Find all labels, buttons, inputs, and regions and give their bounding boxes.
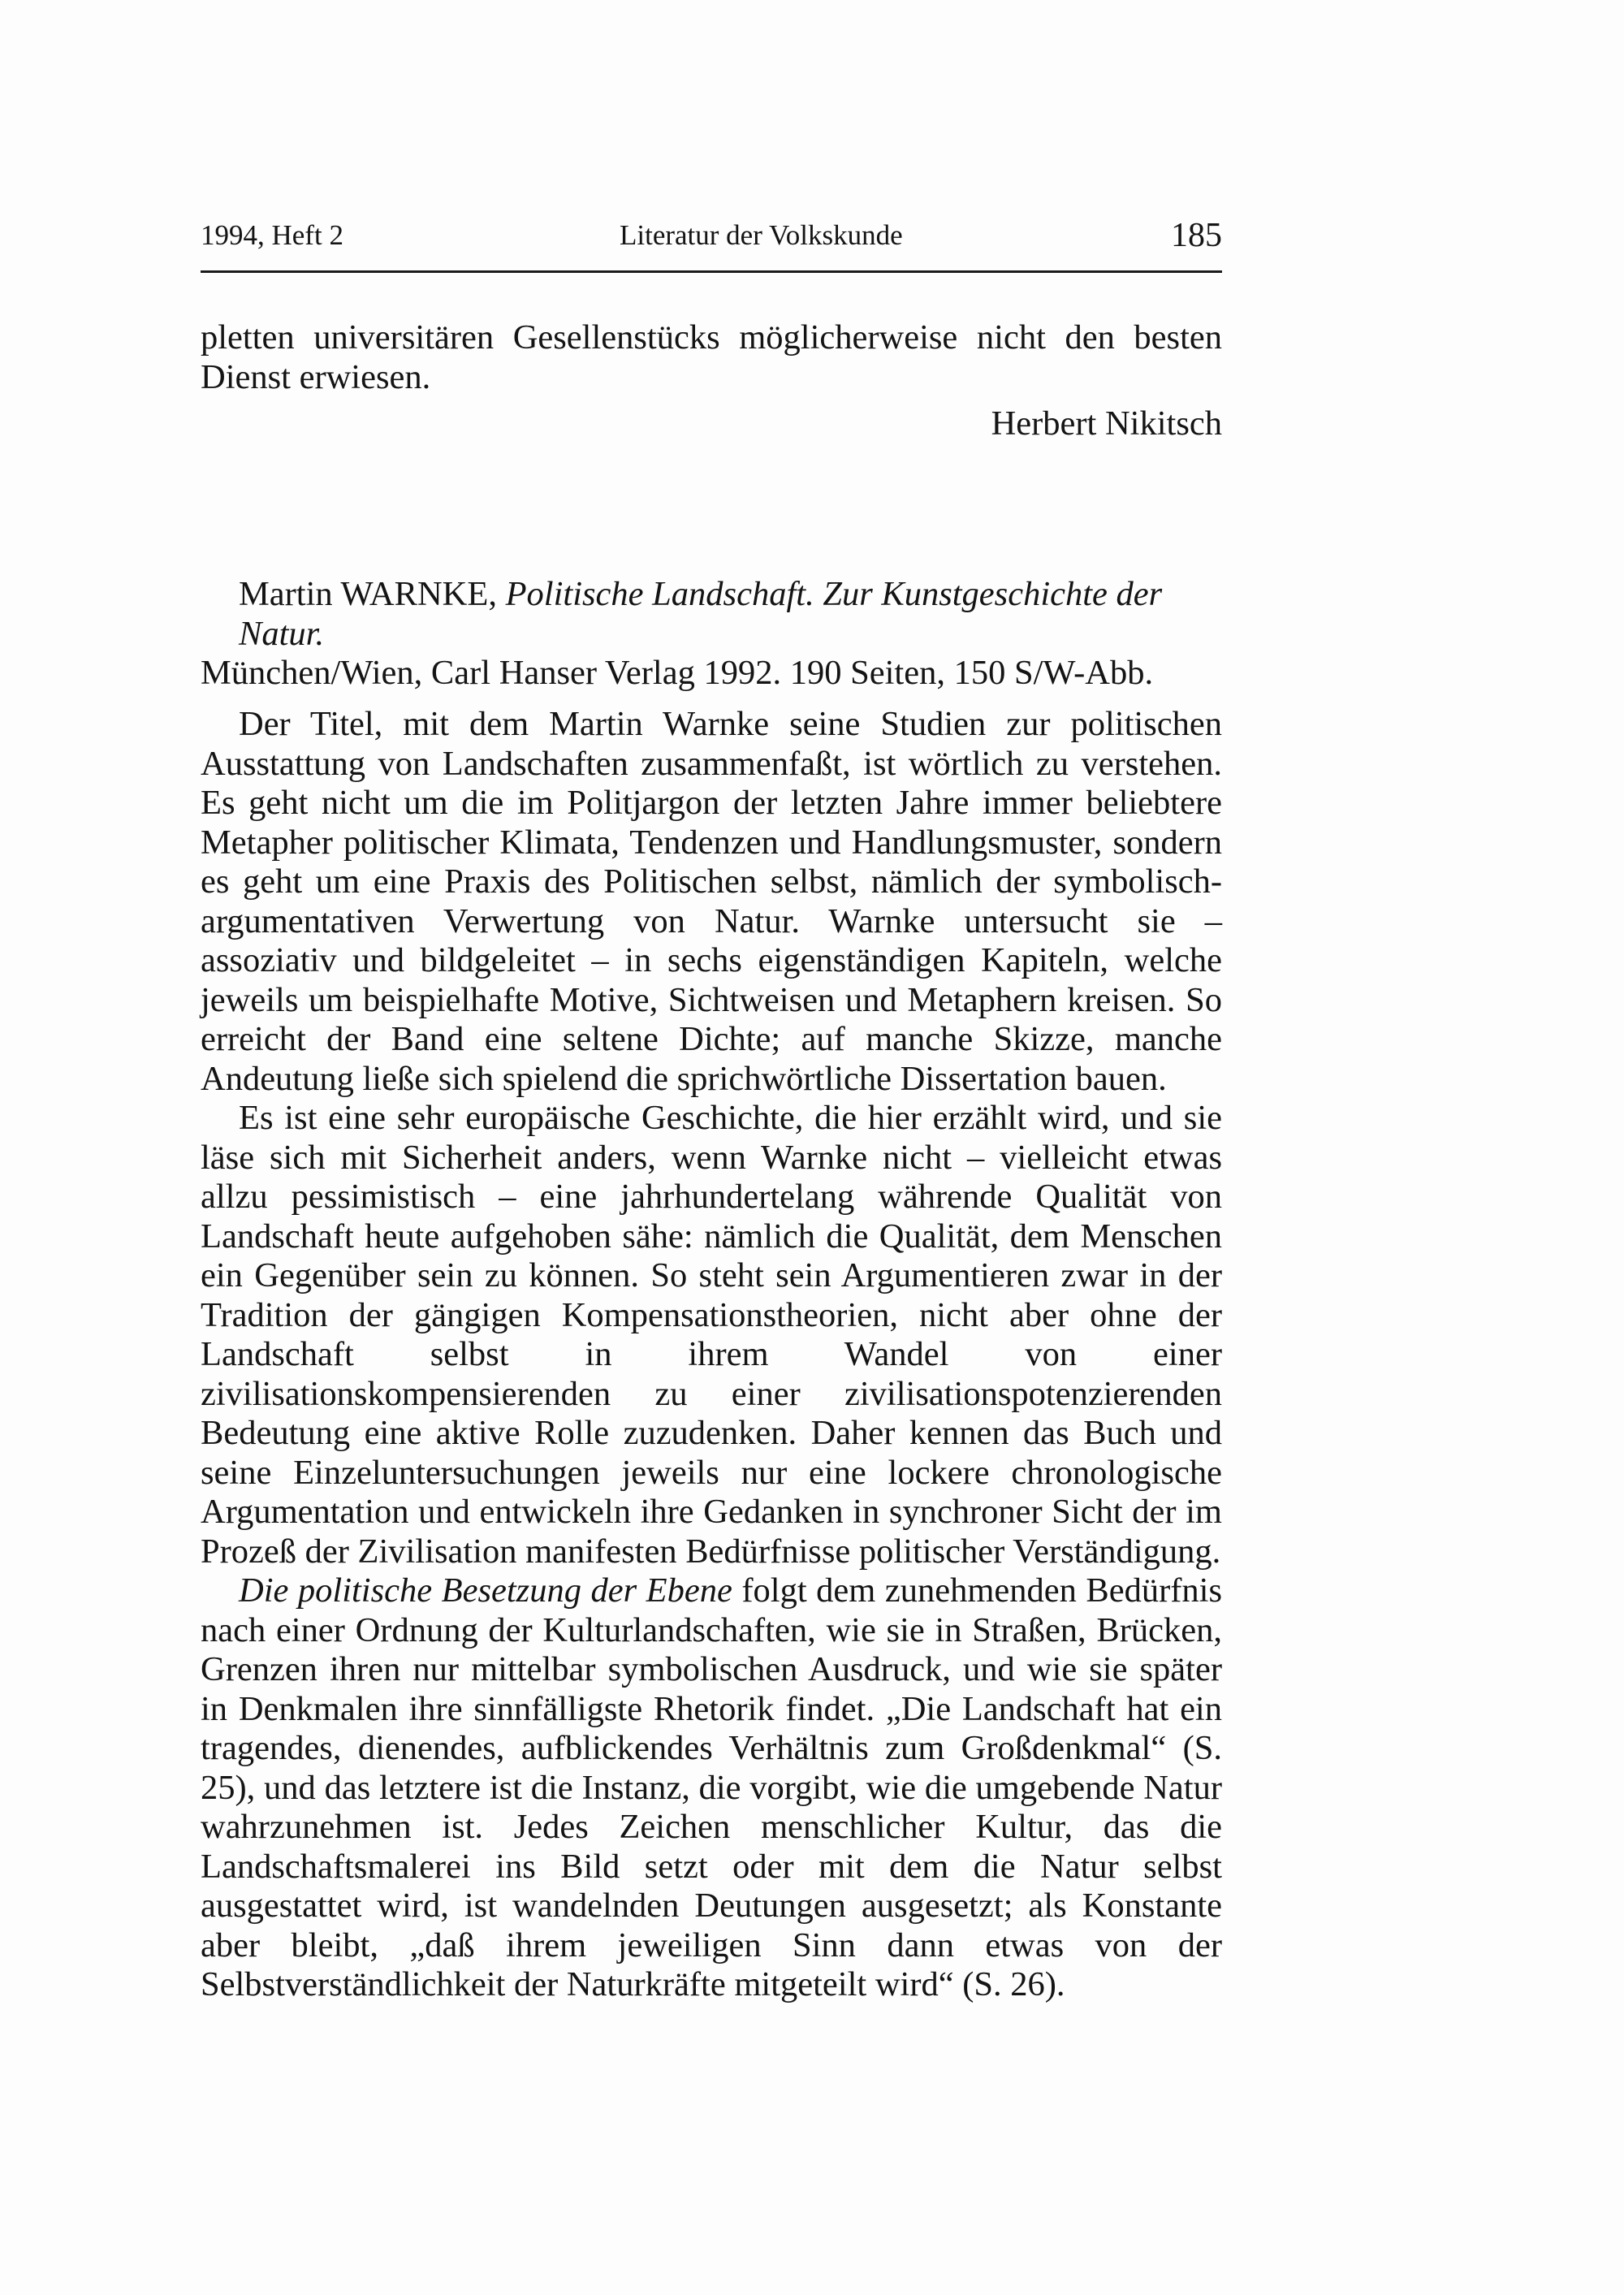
book-citation [201, 575, 1222, 694]
citation-title: Politische Landschaft. Zur Kunstgeschichte der Natur. [239, 575, 1163, 653]
citation-line-1 [201, 575, 1222, 654]
review-paragraph: Es ist eine sehr europäische Geschichte, die hier erzählt wird, und sie läse sich mit Sicherheit anders, wenn Warnke nicht – vielleicht etwas allzu pessimistisch – eine jahrhundertelang währende Qualität von Landschaft heute aufgehoben sähe: nämlich die Qualität, dem Menschen ein Gegenüber sein zu können. So steht sein Argumentieren zwar in der Tradition der gängigen Kompensationstheorien, nicht aber ohne der Landschaft selbst in ihrem Wandel von einer zivilisationskompensierenden zu einer zivilisationspotenzierenden Bedeutung eine aktive Rolle zuzudenken. Daher kennen das Buch und seine Einzeluntersuchungen jeweils nur eine lockere chronologische Argumentation und entwickeln ihre Gedanken in synchroner Sicht der im Prozeß der Zivilisation manifesten Bedürfnisse politischer Verständigung. [201, 1099, 1222, 1571]
citation-author: Martin WARNKE, [239, 575, 506, 613]
review-paragraph: Der Titel, mit dem Martin Warnke seine Studien zur politischen Ausstattung von Landschaften zusammenfaßt, ist wörtlich zu verstehen. Es geht nicht um die im Politjargon der letzten Jahre immer beliebtere Metapher politischer Klimata, Tendenzen und Handlungsmuster, sondern es geht um eine Praxis des Politischen selbst, nämlich der symbolisch-argumentativen Verwertung von Natur. Warnke untersucht sie – assoziativ und bildgeleitet – in sechs eigenständigen Kapiteln, welche jeweils um beispielhafte Motive, Sichtweisen und Metaphern kreisen. So erreicht der Band eine seltene Dichte; auf manche Skizze, manche Andeutung ließe sich spielend die sprichwörtliche Dissertation bauen. [201, 705, 1222, 1098]
page-number: 185 [1171, 217, 1222, 254]
citation-publication: München/Wien, Carl Hanser Verlag 1992. 190 Seiten, 150 S/W-Abb. [201, 654, 1154, 692]
review-body [201, 705, 1222, 2005]
previous-review-closing: pletten universitären Gesellenstücks möglicherweise nicht den besten Dienst erwiesen. [201, 318, 1222, 396]
reviewer-signature: Herbert Nikitsch [991, 404, 1222, 443]
running-head [201, 219, 1222, 261]
review-paragraph: Die politische Besetzung der Ebene folgt dem zunehmenden Bedürfnis nach einer Ordnung der Kulturlandschaften, wie sie in Straßen, Brücken, Grenzen ihren nur mittelbar symbolischen Ausdruck, und wie sie später in Denkmalen ihre sinnfälligste Rhetorik findet. „Die Landschaft hat ein tragendes, dienendes, aufblickendes Verhältnis zum Großdenkmal“ (S. 25), und das letztere ist die Instanz, die vorgibt, wie die umgebende Natur wahrzunehmen ist. Jedes Zeichen menschlicher Kultur, das die Landschaftsmalerei ins Bild setzt oder mit dem die Natur selbst ausgestattet wird, ist wandelnden Deutungen ausgesetzt; als Konstante aber bleibt, „daß ihrem jeweiligen Sinn dann etwas von der Selbstverständlichkeit der Naturkräfte mitgeteilt wird“ (S. 26). [201, 1571, 1222, 2003]
section-title: Literatur der Volkskunde [620, 219, 903, 251]
paragraph-italic-lead: Die politische Besetzung der Ebene [239, 1571, 732, 1610]
issue-label: 1994, Heft 2 [201, 219, 343, 251]
header-rule [201, 270, 1222, 273]
